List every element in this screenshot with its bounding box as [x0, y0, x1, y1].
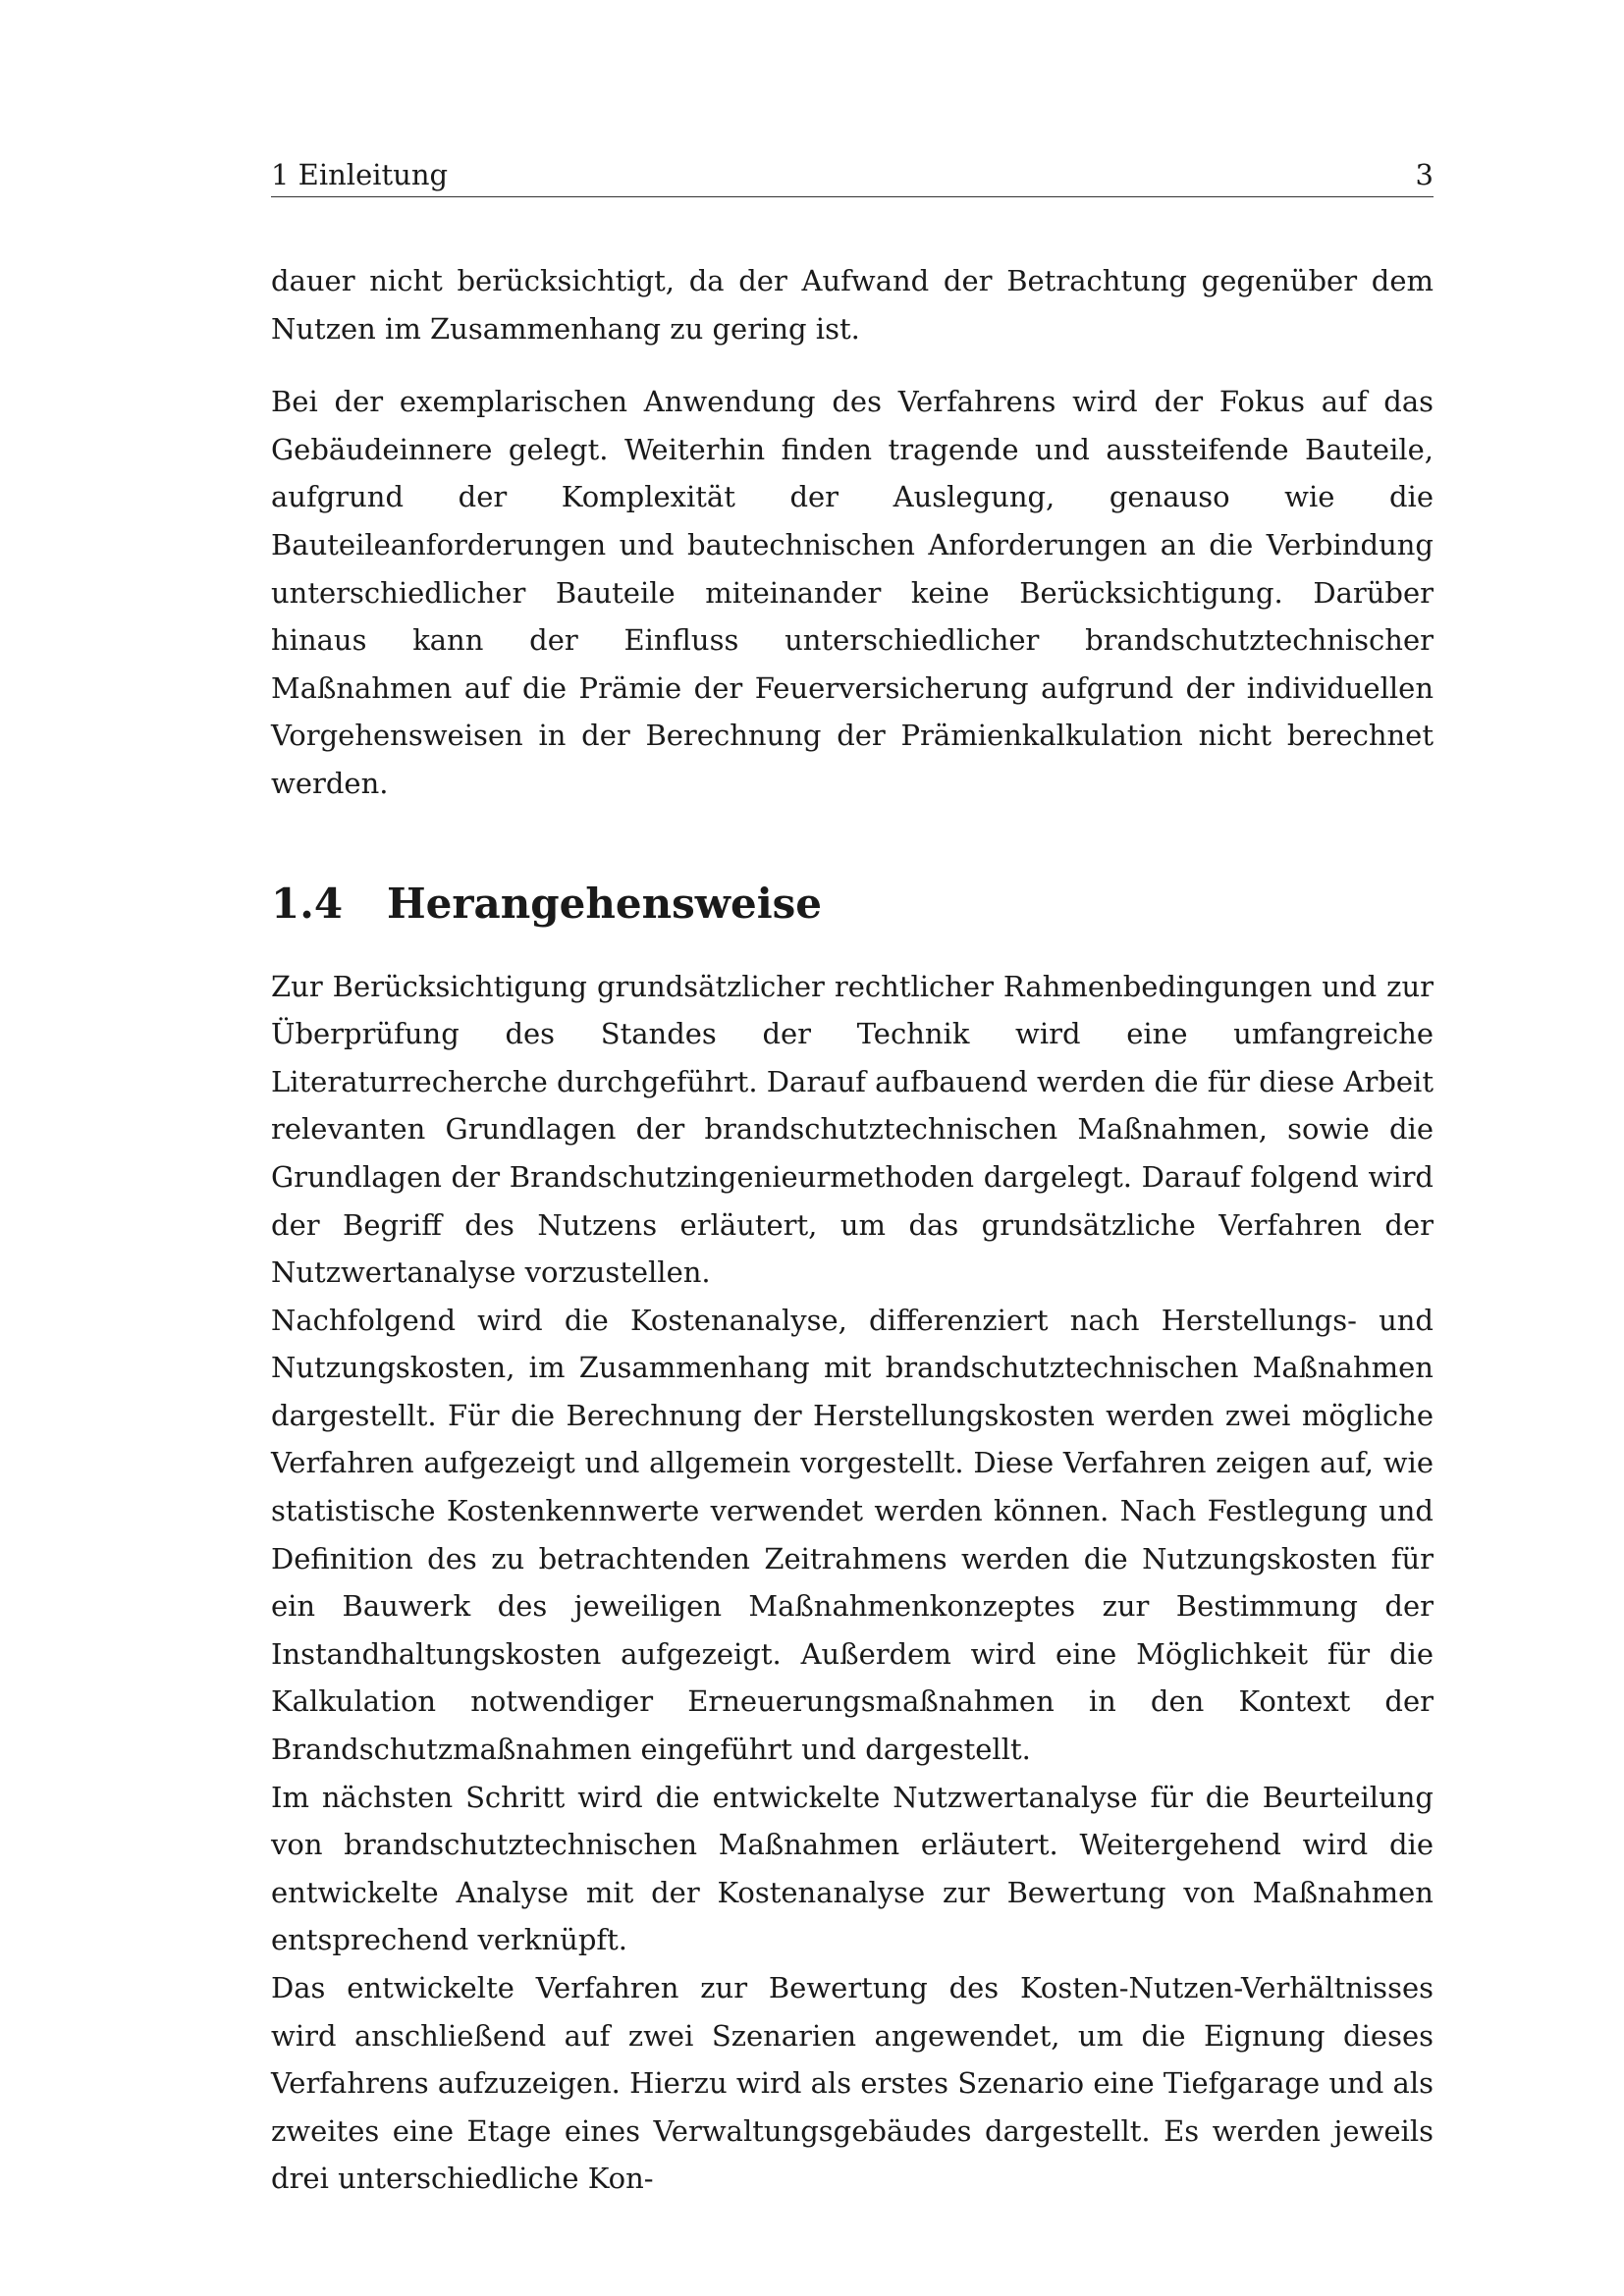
paragraph-cost-analysis: Nachfolgend wird die Kostenanalyse, differenziert nach Herstellungs- und Nutzungskosten, im Zusammenhang mit brandschutztechnischen Maßnahmen dargestellt. Für die Berechnung der Herstellungskosten werden zwei mögliche Verfahren aufgezeigt und allgemein vorgestellt. Diese Verfahren zeigen auf, wie statistische Kostenkennwerte verwendet werden können. Nach Festlegung und Definition des zu betrachtenden Zeitrahmens werden die Nutzungskosten für ein Bauwerk des jeweiligen Maßnahmenkonzeptes zur Bestimmung der Instandhaltungskosten aufgezeigt. Außerdem wird eine Möglichkeit für die Kalkulation notwendiger Erneuerungsmaßnahmen in den Kontext der Brandschutzmaßnahmen eingeführt und dargestellt. — [271, 1303, 1434, 1767]
paragraph-utility-analysis: Im nächsten Schritt wird die entwickelte Nutzwertanalyse für die Beurteilung von brandschutztechnischen Maßnahmen erläutert. Weitergehend wird die entwickelte Analyse mit der Kostenanalyse zur Bewertung von Maßnahmen entsprechend verknüpft. — [271, 1780, 1434, 1957]
paragraph-scenarios: Das entwickelte Verfahren zur Bewertung des Kosten-Nutzen-Verhältnisses wird anschließend auf zwei Szenarien angewendet, um die Eignung dieses Verfahrens aufzuzeigen. Hierzu wird als erstes Szenario eine Tiefgarage und als zweites eine Etage eines Verwaltungsgebäudes dargestellt. Es werden jeweils drei unterschiedliche Kon- — [271, 1971, 1434, 2196]
running-header — [271, 153, 1434, 197]
section-title: Herangehensweise — [387, 879, 823, 928]
page-body — [271, 257, 1434, 2203]
paragraph-scope: Bei der exemplarischen Anwendung des Verfahrens wird der Fokus auf das Gebäudeinnere gelegt. Weiterhin finden tragende und aussteifende Bauteile, aufgrund der Komplexität der Auslegung, genauso wie die Bauteileanforderungen und bautechnischen Anforderungen an die Verbindung unterschiedlicher Bauteile miteinander keine Berücksichtigung. Darüber hinaus kann der Einfluss unterschiedlicher brandschutztechnischer Maßnahmen auf die Prämie der Feuerversicherung aufgrund der individuellen Vorgehensweisen in der Berechnung der Prämienkalkulation nicht berechnet werden. — [271, 385, 1434, 800]
section-heading — [271, 877, 1434, 932]
paragraph-literature: Zur Berücksichtigung grundsätzlicher rechtlicher Rahmenbedingungen und zur Überprüfung des Standes der Technik wird eine umfangreiche Literaturrecherche durchgeführt. Darauf aufbauend werden die für diese Arbeit relevanten Grundlagen der brandschutztechnischen Maßnahmen, sowie die Grundlagen der Brandschutzingenieurmethoden dargelegt. Darauf folgend wird der Begriff des Nutzens erläutert, um das grundsätzliche Verfahren der Nutzwertanalyse vorzustellen. — [271, 969, 1434, 1290]
section-number: 1.4 — [271, 879, 344, 928]
header-page-number: 3 — [1415, 158, 1434, 191]
header-chapter-title: 1 Einleitung — [271, 158, 449, 191]
paragraph-continuation: dauer nicht berücksichtigt, da der Aufwand der Betrachtung gegenüber dem Nutzen im Zusammenhang zu gering ist. — [271, 264, 1434, 346]
